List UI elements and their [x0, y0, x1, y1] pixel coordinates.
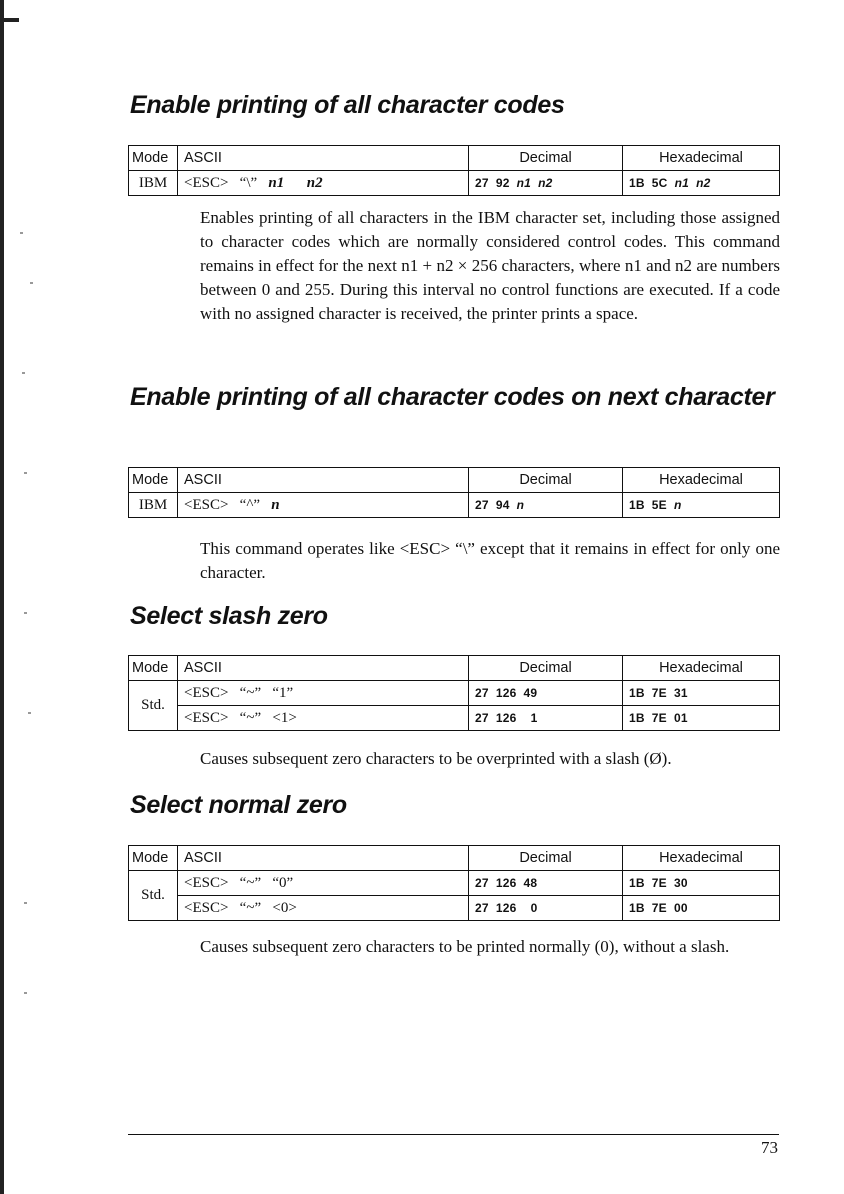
ascii-cell: <ESC> “~” <1>: [178, 706, 469, 731]
scan-speck: [24, 992, 27, 994]
table-header-row: [129, 468, 780, 493]
description-slash-zero: Causes subsequent zero characters to be overprinted with a slash (Ø).: [200, 749, 672, 768]
header-mode: Mode: [129, 656, 178, 681]
description-normal-zero: Causes subsequent zero characters to be printed normally (0), without a slash.: [200, 937, 730, 956]
scan-speck: [24, 472, 27, 474]
decimal-params: n1 n2: [516, 176, 553, 190]
mode-cell: IBM: [129, 171, 178, 196]
table-header-row: [129, 146, 780, 171]
decimal-cell: [469, 171, 623, 196]
page-number: 73: [761, 1138, 778, 1157]
command-table-normal-zero: [128, 845, 780, 921]
decimal-cell: 27 126 48: [469, 871, 623, 896]
section-heading-slash-zero: Select slash zero: [130, 602, 328, 630]
header-decimal: Decimal: [469, 146, 623, 171]
table-row: [129, 493, 780, 518]
ascii-params: n1 n2: [268, 174, 323, 191]
section-heading-all-codes: Enable printing of all character codes: [130, 91, 565, 119]
command-table-all-codes: [128, 145, 780, 196]
ascii-params: n: [271, 496, 280, 513]
header-mode: Mode: [129, 146, 178, 171]
ascii-cell: <ESC> “~” “1”: [178, 681, 469, 706]
header-hexadecimal: Hexadecimal: [623, 846, 780, 871]
table-header-row: [129, 846, 780, 871]
ascii-code: <ESC> “^”: [184, 496, 261, 513]
binding-mark: [3, 18, 19, 22]
header-decimal: Decimal: [469, 846, 623, 871]
footer-rule: [128, 1134, 779, 1135]
header-ascii: ASCII: [178, 846, 469, 871]
ascii-cell: [178, 171, 469, 196]
mode-cell: Std.: [129, 681, 178, 731]
table-row: [129, 871, 780, 896]
header-hexadecimal: Hexadecimal: [623, 468, 780, 493]
header-hexadecimal: Hexadecimal: [623, 656, 780, 681]
table-row: [129, 896, 780, 921]
scan-speck: [22, 372, 25, 374]
ascii-code: <ESC> “\”: [184, 174, 258, 191]
header-ascii: ASCII: [178, 468, 469, 493]
mode-cell: IBM: [129, 493, 178, 518]
description-next-character: This command operates like <ESC> “\” except that it remains in effect for only one character.: [200, 539, 780, 582]
hex-cell: 1B 7E 30: [623, 871, 780, 896]
command-table-slash-zero: [128, 655, 780, 731]
header-mode: Mode: [129, 468, 178, 493]
header-ascii: ASCII: [178, 146, 469, 171]
mode-cell: Std.: [129, 871, 178, 921]
header-hexadecimal: Hexadecimal: [623, 146, 780, 171]
ascii-cell: <ESC> “~” <0>: [178, 896, 469, 921]
hex-cell: [623, 493, 780, 518]
table-row: [129, 706, 780, 731]
hex-cell: 1B 7E 01: [623, 706, 780, 731]
decimal-cell: [469, 493, 623, 518]
decimal-cell: 27 126 0: [469, 896, 623, 921]
description-all-codes: Enables printing of all characters in the IBM character set, including those assigned to character codes which are normally considered control codes. This command remains in effect for the next n1 + n2 × 256 characters, where n1 and n2 are numbers between 0 and 255. During this interval no control functions are executed. If a code with no assigned character is received, the printer prints a space.: [200, 208, 780, 323]
decimal-cell: 27 126 49: [469, 681, 623, 706]
table-row: [129, 681, 780, 706]
scan-speck: [24, 902, 27, 904]
table-row: [129, 171, 780, 196]
scan-speck: [30, 282, 33, 284]
ascii-cell: <ESC> “~” “0”: [178, 871, 469, 896]
decimal-code: 27 94: [475, 498, 517, 512]
hex-cell: 1B 7E 31: [623, 681, 780, 706]
scan-speck: [20, 232, 23, 234]
header-ascii: ASCII: [178, 656, 469, 681]
decimal-code: 27 92: [475, 176, 517, 190]
binding-edge: [0, 0, 4, 1194]
section-heading-next-character: Enable printing of all character codes on next character: [130, 383, 775, 411]
table-header-row: [129, 656, 780, 681]
command-table-next-character: [128, 467, 780, 518]
header-decimal: Decimal: [469, 656, 623, 681]
decimal-cell: 27 126 1: [469, 706, 623, 731]
scan-speck: [28, 712, 31, 714]
hex-code: 1B 5E: [629, 498, 674, 512]
scan-speck: [24, 612, 27, 614]
ascii-cell: [178, 493, 469, 518]
hex-code: 1B 5C: [629, 176, 675, 190]
hex-cell: 1B 7E 00: [623, 896, 780, 921]
hex-params: n1 n2: [674, 176, 711, 190]
section-heading-normal-zero: Select normal zero: [130, 791, 347, 819]
hex-params: n: [673, 498, 682, 512]
decimal-params: n: [516, 498, 525, 512]
header-decimal: Decimal: [469, 468, 623, 493]
hex-cell: [623, 171, 780, 196]
header-mode: Mode: [129, 846, 178, 871]
